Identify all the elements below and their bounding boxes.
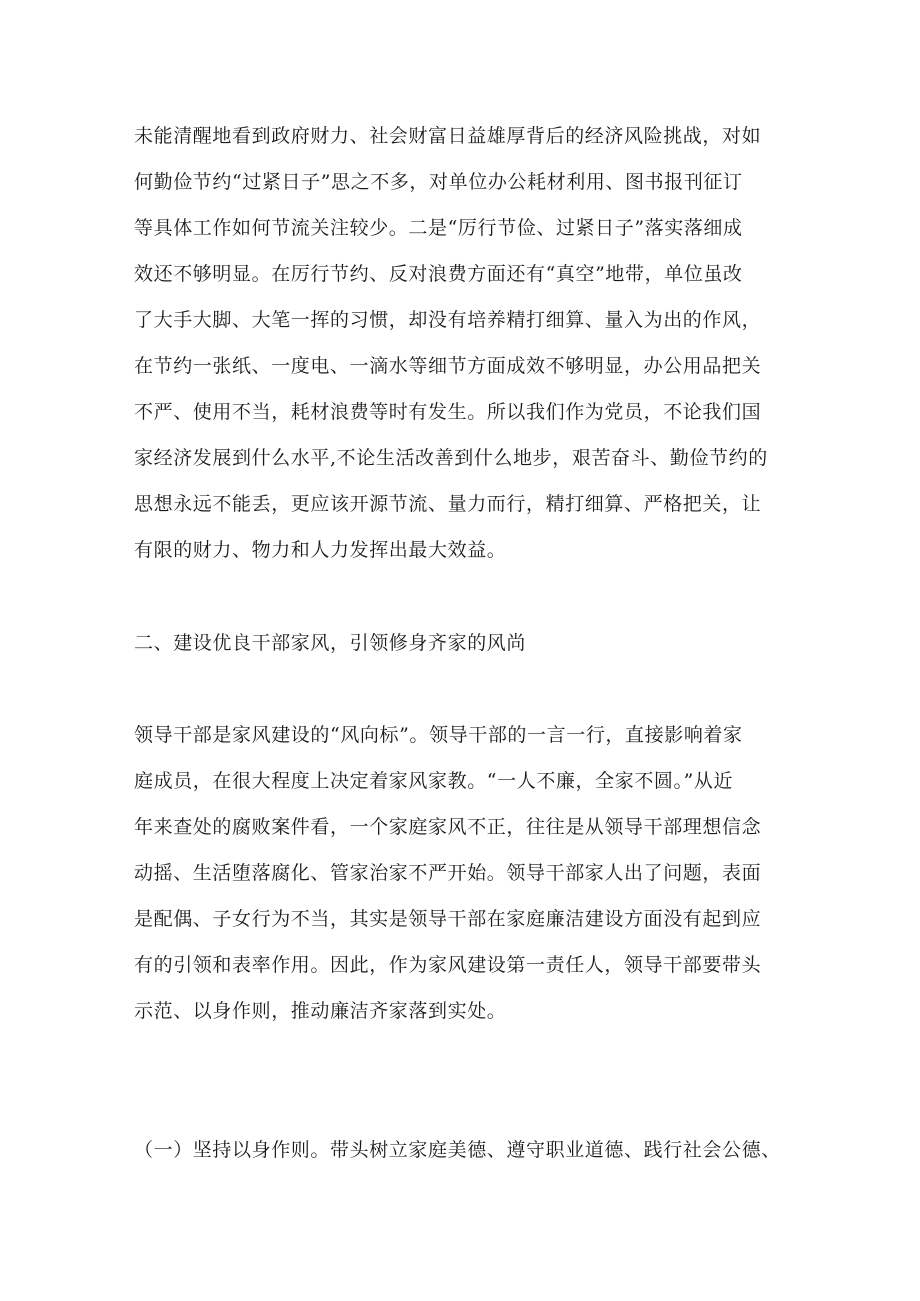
- paragraph-1-line-3: 等具体工作如何节流关注较少。二是“厉行节俭、过紧日子”落实落细成: [134, 217, 743, 239]
- paragraph-2-line-6: 有的引领和表率作用。因此，作为家风建设第一责任人，领导干部要带头: [134, 954, 762, 976]
- section-heading-2: 二、建设优良干部家风，引领修身齐家的风尚: [134, 632, 527, 654]
- paragraph-3-line-1: （一）坚持以身作则。带头树立家庭美德、遵守职业道德、践行社会公德、: [134, 1139, 781, 1161]
- paragraph-1-line-6: 在节约一张纸、一度电、一滴水等细节方面成效不够明显，办公用品把关: [134, 355, 762, 377]
- paragraph-2-line-3: 年来查处的腐败案件看，一个家庭家风不正，往往是从领导干部理想信念: [134, 816, 762, 838]
- paragraph-1-line-10: 有限的财力、物力和人力发挥出最大效益。: [134, 539, 507, 561]
- paragraph-1-line-4: 效还不够明显。在厉行节约、反对浪费方面还有“真空”地带，单位虽改: [134, 263, 743, 285]
- paragraph-1-line-5: 了大手大脚、大笔一挥的习惯，却没有培养精打细算、量入为出的作风，: [134, 309, 762, 331]
- paragraph-2-line-4: 动摇、生活堕落腐化、管家治家不严开始。领导干部家人出了问题，表面: [134, 862, 762, 884]
- paragraph-2-line-1: 领导干部是家风建设的“风向标”。领导干部的一言一行，直接影响着家: [134, 724, 743, 746]
- paragraph-1-line-1: 未能清醒地看到政府财力、社会财富日益雄厚背后的经济风险挑战，对如: [134, 125, 762, 147]
- paragraph-2-line-7: 示范、以身作则，推动廉洁齐家落到实处。: [134, 1000, 507, 1022]
- paragraph-1-line-9: 思想永远不能丢，更应该开源节流、量力而行，精打细算、严格把关，让: [134, 493, 762, 515]
- paragraph-1-line-2: 何勤俭节约“过紧日子”思之不多，对单位办公耗材利用、图书报刊征订: [134, 171, 743, 193]
- paragraph-1-line-8: 家经济发展到什么水平,不论生活改善到什么地步，艰苦奋斗、勤俭节约的: [134, 447, 768, 469]
- paragraph-2-line-2: 庭成员，在很大程度上决定着家风家教。“一人不廉，全家不圆。”从近: [134, 770, 734, 792]
- paragraph-1-line-7: 不严、使用不当，耗材浪费等时有发生。所以我们作为党员，不论我们国: [134, 401, 762, 423]
- paragraph-2-line-5: 是配偶、子女行为不当，其实是领导干部在家庭廉洁建设方面没有起到应: [134, 908, 762, 930]
